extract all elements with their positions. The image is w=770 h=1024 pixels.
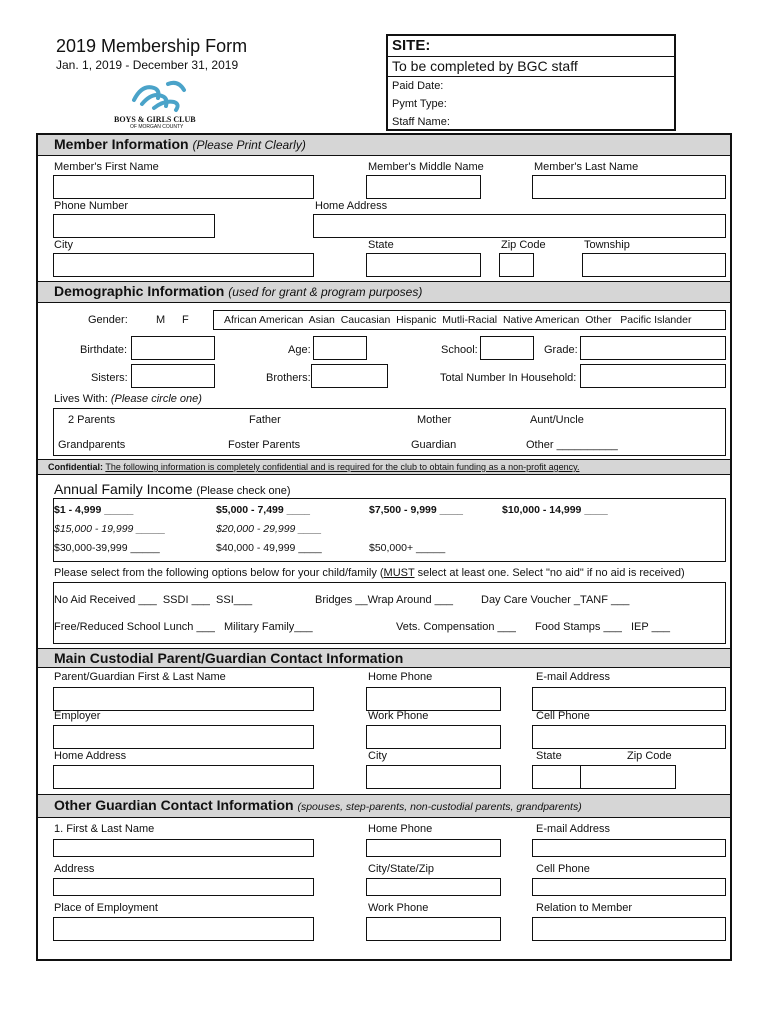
income-7500-9999[interactable]: $7,500 - 9,999 ____ [369, 504, 463, 516]
city-label: City [54, 239, 73, 251]
member-info-title: Member Information [54, 136, 189, 152]
township-field[interactable] [582, 253, 726, 277]
custodial-cell-phone-field[interactable] [532, 725, 726, 749]
form-dates: Jan. 1, 2019 - December 31, 2019 [56, 58, 239, 72]
lives-with-other[interactable]: Other __________ [526, 439, 618, 451]
other-email-label: E-mail Address [536, 823, 610, 835]
lives-with-text: Lives With: [54, 393, 108, 405]
lives-with-note: (Please circle one) [110, 393, 202, 405]
custodial-home-address-field[interactable] [53, 765, 314, 789]
custodial-work-phone-label: Work Phone [368, 710, 429, 722]
other-work-phone-field[interactable] [366, 917, 501, 941]
lives-with-2-parents[interactable]: 2 Parents [68, 414, 116, 426]
guardian-name-field[interactable] [53, 687, 314, 711]
member-info-note: (Please Print Clearly) [192, 138, 306, 152]
lives-with-box [53, 408, 726, 456]
lives-with-aunt-uncle[interactable]: Aunt/Uncle [530, 414, 584, 426]
confidential-label: Confidential: [48, 462, 103, 472]
custodial-email-field[interactable] [532, 687, 726, 711]
custodial-city-label: City [368, 750, 387, 762]
brothers-label: Brothers: [266, 372, 311, 384]
gender-m[interactable]: M [156, 314, 166, 326]
income-15000-19999[interactable]: $15,000 - 19,999 _____ [54, 523, 166, 535]
state-label: State [368, 239, 394, 251]
demographic-note: (used for grant & program purposes) [228, 285, 423, 299]
demographic-title: Demographic Information [54, 283, 225, 299]
aid-prompt-post: select at least one. Select "no aid" if no aid is received) [414, 567, 685, 579]
other-city-state-zip-field[interactable] [366, 878, 501, 896]
form-title: 2019 Membership Form [56, 36, 248, 56]
custodial-home-phone-label: Home Phone [368, 671, 433, 683]
age-label: Age: [288, 344, 311, 356]
aid-box [53, 582, 726, 644]
paid-date-label: Paid Date: [392, 80, 444, 92]
school-label: School: [441, 344, 478, 356]
grade-field[interactable] [580, 336, 726, 360]
household-field[interactable] [580, 364, 726, 388]
custodial-header [38, 648, 730, 668]
aid-row1-right[interactable]: Day Care Voucher _TANF ___ [481, 594, 630, 606]
other-city-state-zip-label: City/State/Zip [368, 863, 435, 875]
zip-field[interactable] [499, 253, 534, 277]
custodial-title: Main Custodial Parent/Guardian Contact Information [54, 650, 404, 666]
site-label: SITE: [392, 37, 431, 54]
gender-f[interactable]: F [182, 314, 189, 326]
ethnicity-options: African American Asian Caucasian Hispanic Mutli-Racial Native American Other Pacific Islander [224, 314, 692, 326]
last-name-label: Member's Last Name [534, 161, 639, 173]
other-relation-label: Relation to Member [536, 902, 632, 914]
other-name-label: 1. First & Last Name [54, 823, 155, 835]
other-cell-phone-field[interactable] [532, 878, 726, 896]
brothers-field[interactable] [311, 364, 388, 388]
aid-prompt-pre: Please select from the following options below for your child/family ( [54, 567, 384, 579]
guardian-name-label: Parent/Guardian First & Last Name [54, 671, 226, 683]
lives-with-foster-parents[interactable]: Foster Parents [228, 439, 301, 451]
logo-subtext: OF MORGAN COUNTY [130, 124, 184, 130]
other-name-field[interactable] [53, 839, 314, 857]
custodial-cell-phone-label: Cell Phone [536, 710, 590, 722]
phone-label: Phone Number [54, 200, 128, 212]
other-guardian-header [38, 794, 730, 818]
first-name-label: Member's First Name [54, 161, 159, 173]
other-home-phone-label: Home Phone [368, 823, 433, 835]
sisters-label: Sisters: [91, 372, 128, 384]
household-label: Total Number In Household: [440, 372, 577, 384]
other-relation-field[interactable] [532, 917, 726, 941]
confidential-band [38, 459, 730, 475]
other-guardian-note: (spouses, step-parents, non-custodial parents, grandparents) [297, 801, 582, 813]
custodial-home-phone-field[interactable] [366, 687, 501, 711]
aid-prompt [54, 567, 685, 580]
income-30000-39999[interactable]: $30,000-39,999 _____ [54, 542, 160, 554]
custodial-home-address-label: Home Address [54, 750, 127, 762]
birthdate-field[interactable] [131, 336, 215, 360]
lives-with-mother[interactable]: Mother [417, 414, 452, 426]
custodial-state-label: State [536, 750, 562, 762]
aid-row2-left[interactable]: Free/Reduced School Lunch ___ Military Family___ [54, 621, 313, 633]
lives-with-grandparents[interactable]: Grandparents [58, 439, 126, 451]
custodial-city-field[interactable] [366, 765, 501, 789]
income-40000-49999[interactable]: $40,000 - 49,999 ____ [216, 542, 322, 554]
other-employment-field[interactable] [53, 917, 314, 941]
phone-field[interactable] [53, 214, 215, 238]
employer-label: Employer [54, 710, 101, 722]
other-email-field[interactable] [532, 839, 726, 857]
income-box [53, 498, 726, 562]
custodial-work-phone-field[interactable] [366, 725, 501, 749]
birthdate-label: Birthdate: [80, 344, 128, 356]
staff-name-label: Staff Name: [392, 116, 450, 128]
lives-with-guardian[interactable]: Guardian [411, 439, 457, 451]
other-employment-label: Place of Employment [54, 902, 158, 914]
home-address-label: Home Address [315, 200, 388, 212]
other-work-phone-label: Work Phone [368, 902, 429, 914]
income-heading [54, 481, 291, 499]
zip-label: Zip Code [501, 239, 546, 251]
last-name-field[interactable] [532, 175, 726, 199]
state-field[interactable] [366, 253, 481, 277]
income-note: (Please check one) [196, 485, 291, 497]
other-address-label: Address [54, 863, 95, 875]
school-field[interactable] [480, 336, 534, 360]
confidential-notice [48, 461, 579, 473]
middle-name-label: Member's Middle Name [368, 161, 484, 173]
first-name-field[interactable] [53, 175, 314, 199]
logo-text: BOYS & GIRLS CLUB [114, 115, 196, 124]
lives-with-label [54, 393, 202, 406]
custodial-zip-label: Zip Code [627, 750, 672, 762]
custodial-zip-field[interactable] [580, 765, 676, 789]
site-divider [388, 56, 674, 57]
township-label: Township [584, 239, 630, 251]
other-guardian-title: Other Guardian Contact Information [54, 797, 294, 813]
site-divider-2 [388, 76, 674, 77]
income-1-4999[interactable]: $1 - 4,999 _____ [54, 504, 134, 516]
club-logo-icon [108, 78, 208, 114]
club-logo [108, 78, 208, 130]
aid-row1-left[interactable]: No Aid Received ___ SSDI ___ SSI___ [54, 594, 253, 606]
member-info-header [38, 134, 730, 156]
site-box [386, 34, 676, 131]
grade-label: Grade: [544, 344, 578, 356]
custodial-email-label: E-mail Address [536, 671, 610, 683]
home-address-field[interactable] [313, 214, 726, 238]
other-address-field[interactable] [53, 878, 314, 896]
gender-label: Gender: [88, 314, 128, 326]
city-field[interactable] [53, 253, 314, 277]
demographic-header [38, 281, 730, 303]
aid-row2-right[interactable]: Food Stamps ___ IEP ___ [535, 621, 670, 633]
other-cell-phone-label: Cell Phone [536, 863, 590, 875]
income-title: Annual Family Income [54, 481, 193, 497]
middle-name-field[interactable] [366, 175, 481, 199]
site-subtitle: To be completed by BGC staff [392, 58, 578, 74]
pymt-type-label: Pymt Type: [392, 98, 447, 110]
custodial-state-field[interactable] [532, 765, 582, 789]
ethnicity-box[interactable] [213, 310, 726, 330]
aid-row2-mid[interactable]: Vets. Compensation ___ [396, 621, 516, 633]
other-home-phone-field[interactable] [366, 839, 501, 857]
lives-with-father[interactable]: Father [249, 414, 281, 426]
income-50000-plus[interactable]: $50,000+ _____ [369, 542, 446, 554]
income-5000-7499[interactable]: $5,000 - 7,499 ____ [216, 504, 310, 516]
sisters-field[interactable] [131, 364, 215, 388]
income-20000-29999[interactable]: $20,000 - 29,999 ____ [216, 523, 322, 535]
aid-prompt-must: MUST [383, 567, 415, 579]
confidential-text: The following information is completely confidential and is required for the club to obtain funding as a non-profit agency. [105, 462, 580, 472]
aid-row1-mid[interactable]: Bridges __Wrap Around ___ [315, 594, 453, 606]
age-field[interactable] [313, 336, 367, 360]
income-10000-14999[interactable]: $10,000 - 14,999 ____ [502, 504, 608, 516]
employer-field[interactable] [53, 725, 314, 749]
